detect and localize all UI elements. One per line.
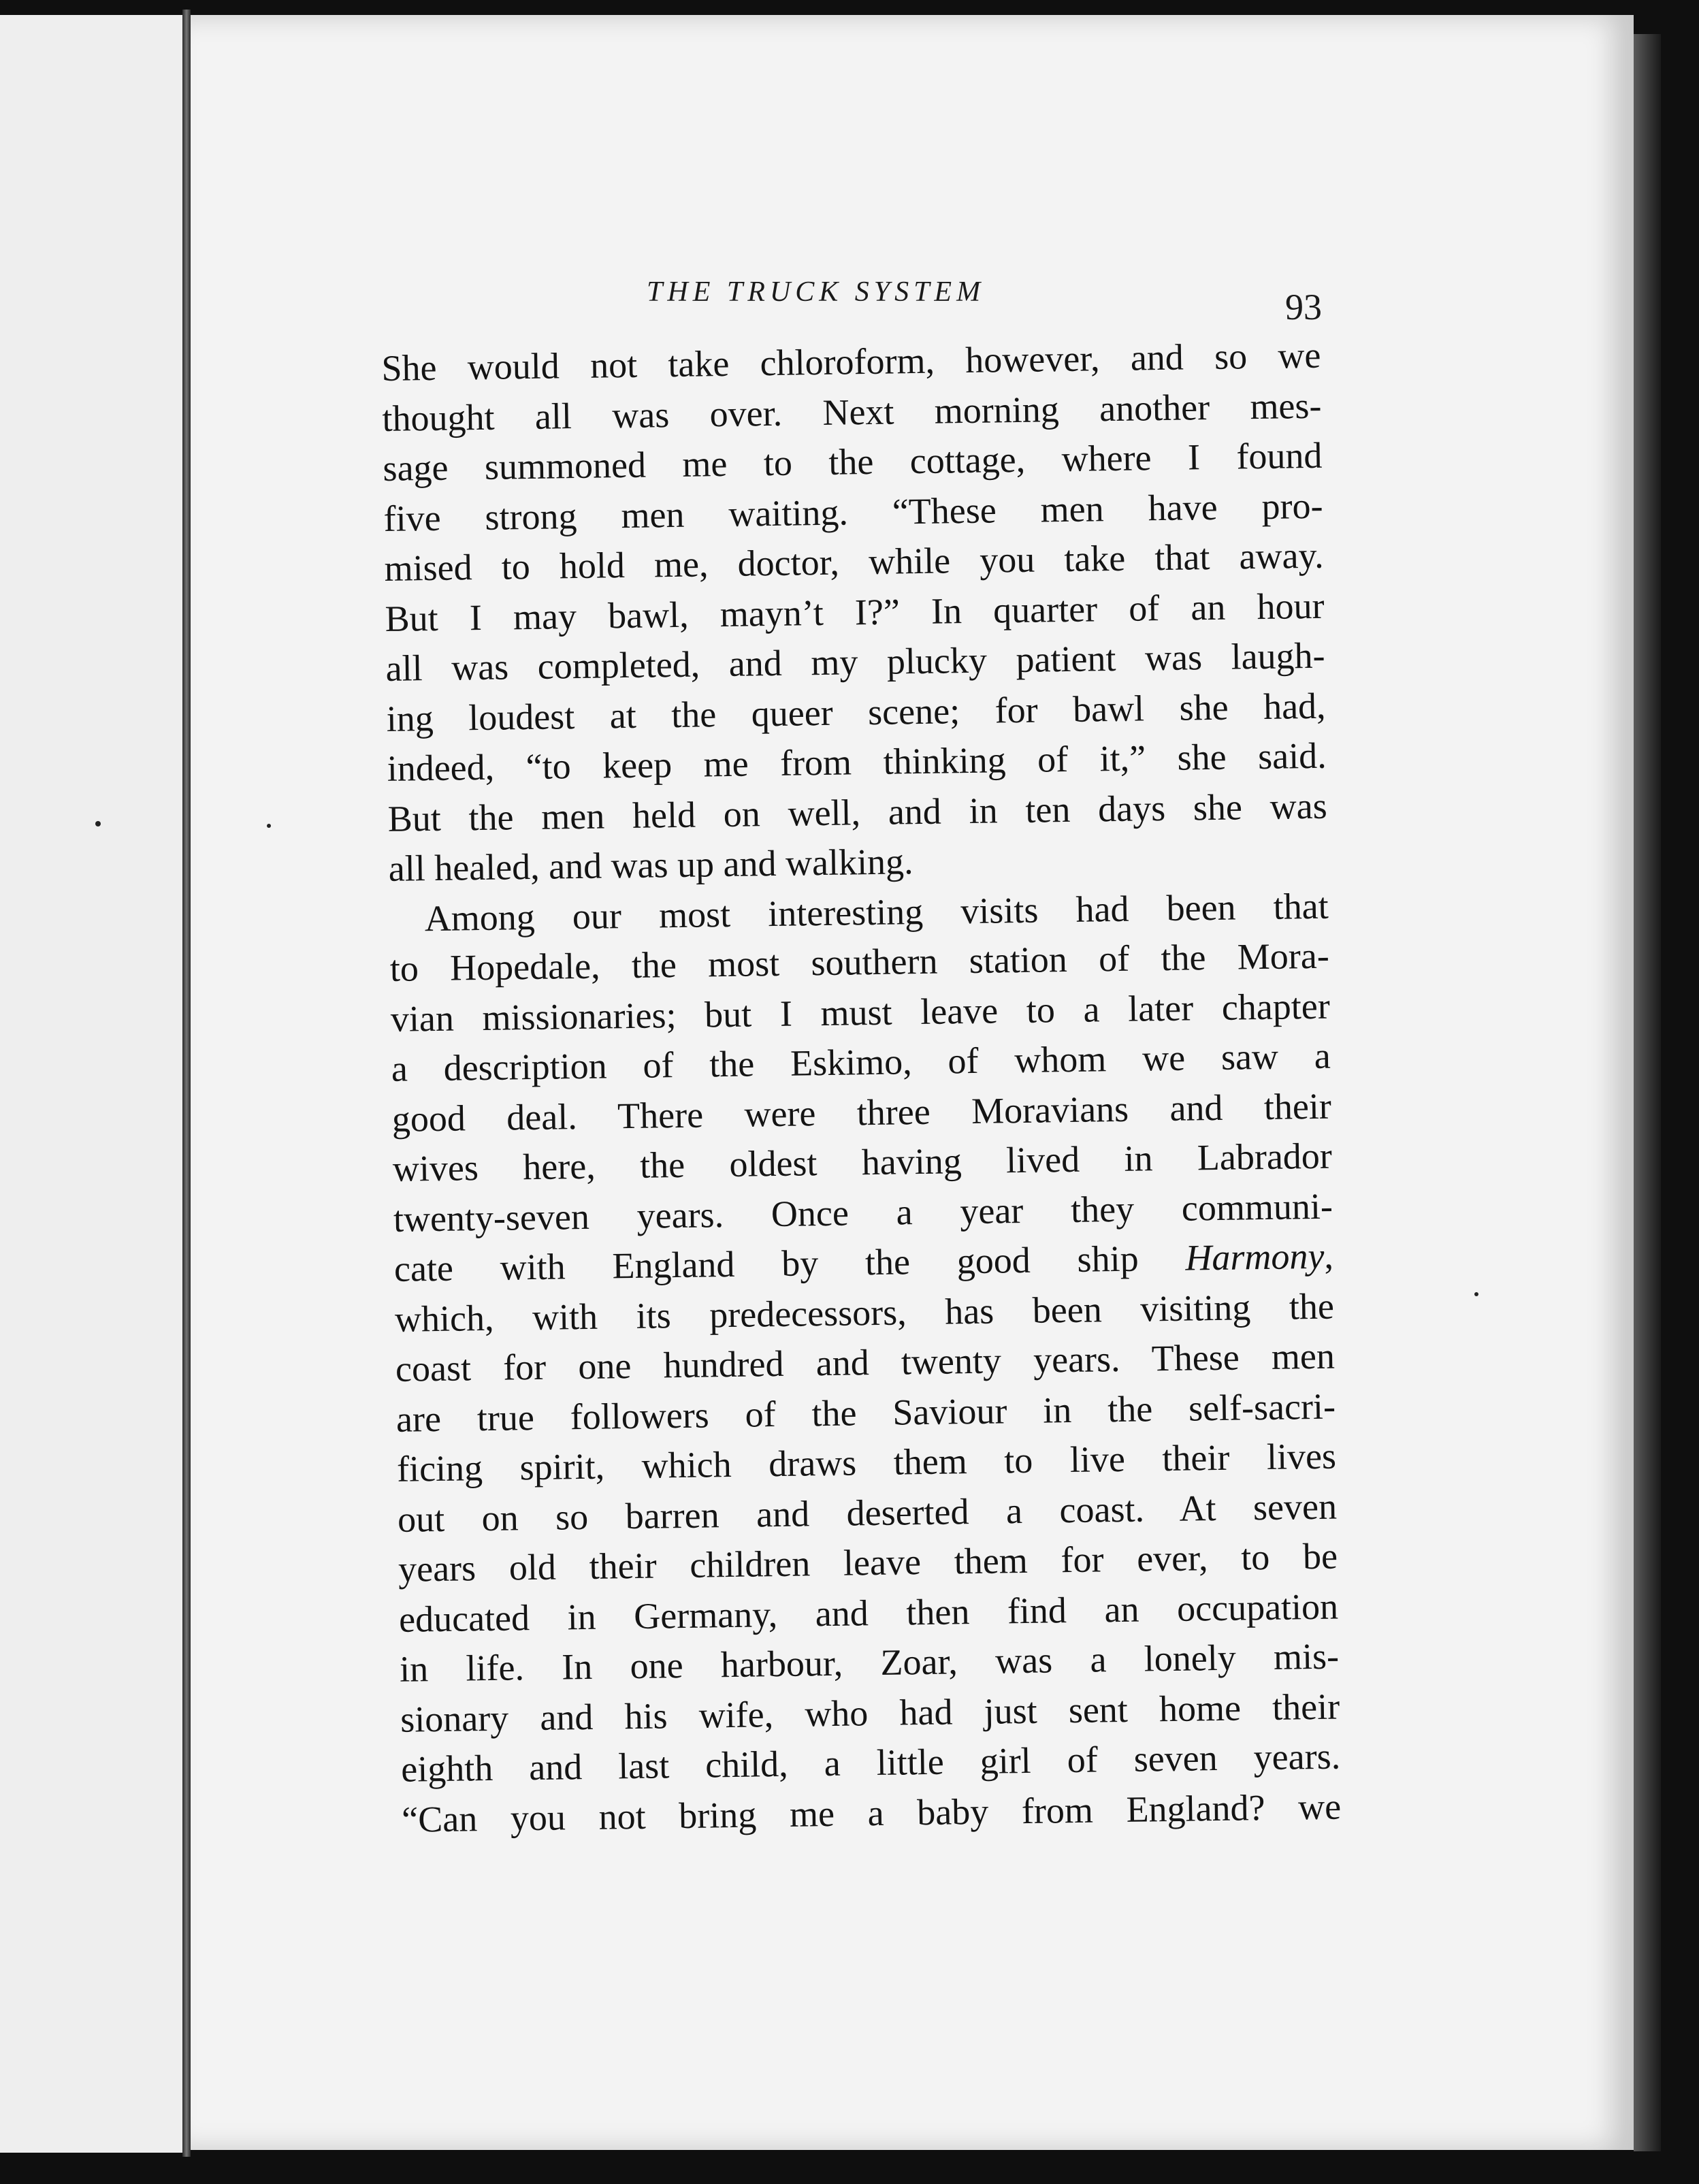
text-line: But I may bawl, mayn’t I?” In quarter of an hour xyxy=(385,585,1325,639)
text-line: to Hopedale, the most southern station of the Mora- xyxy=(389,935,1330,989)
text-line: ficing spirit, which draws them to live their lives xyxy=(396,1435,1337,1490)
speck-mark xyxy=(267,824,271,828)
text-line: Among our most interesting visits had been that xyxy=(424,885,1329,939)
running-head: THE TRUCK SYSTEM xyxy=(647,276,986,308)
speck-mark xyxy=(95,821,101,826)
text-line: years old their children leave them for ever, to be xyxy=(398,1535,1338,1590)
text-line: a description of the Eskimo, of whom we saw a xyxy=(391,1035,1331,1089)
text-line: five strong men waiting. “These men have pro- xyxy=(383,485,1323,539)
page-edge-shadow xyxy=(1634,34,1661,2151)
text-line: all was completed, and my plucky patient was laugh- xyxy=(385,635,1325,689)
speck-mark xyxy=(1474,1292,1478,1296)
text-line: good deal. There were three Moravians and their xyxy=(391,1085,1332,1140)
text-line: out on so barren and deserted a coast. At seven xyxy=(397,1486,1338,1540)
text-line: mised to hold me, doctor, while you take that away. xyxy=(384,534,1324,589)
text-line: all healed, and was up and walking. xyxy=(388,841,913,889)
text-line: educated in Germany, and then find an occupation xyxy=(398,1586,1339,1640)
page-number: 93 xyxy=(1285,287,1322,327)
text-line: eighth and last child, a little girl of seven years. xyxy=(400,1735,1341,1790)
text-line: thought all was over. Next morning another mes- xyxy=(382,385,1322,439)
text-line: indeed, “to keep me from thinking of it,” she said. xyxy=(387,735,1327,789)
text-line: sage summoned me to the cottage, where I found xyxy=(383,434,1323,489)
text-line: are true followers of the Saviour in the self-sacri- xyxy=(395,1385,1336,1440)
book-gutter xyxy=(182,10,191,2157)
text-segment: , xyxy=(1323,1235,1334,1276)
body-text xyxy=(381,331,1342,1845)
text-line: But the men held on well, and in ten days she was xyxy=(387,785,1328,839)
text-line: ing loudest at the queer scene; for bawl she had, xyxy=(386,685,1326,739)
text-line: She would not take chloroform, however, and so we xyxy=(381,334,1321,389)
text-line: wives here, the oldest having lived in Labrador xyxy=(392,1135,1333,1189)
text-line: in life. In one harbour, Zoar, was a lonely mis- xyxy=(399,1635,1340,1690)
text-line: sionary and his wife, who had just sent home their xyxy=(400,1686,1340,1740)
text-line: “Can you not bring me a baby from England? we xyxy=(401,1786,1342,1840)
facing-page-edge xyxy=(0,15,184,2153)
text-line: coast for one hundred and twenty years. These men xyxy=(395,1335,1336,1390)
ship-name: Harmony xyxy=(1184,1235,1325,1279)
text-line: twenty-seven years. Once a year they communi- xyxy=(393,1185,1333,1240)
text-line: which, with its predecessors, has been visiting the xyxy=(394,1285,1335,1340)
text-segment: cate with England by the good ship xyxy=(393,1237,1186,1289)
text-line: vian missionaries; but I must leave to a later chapter xyxy=(390,985,1331,1040)
